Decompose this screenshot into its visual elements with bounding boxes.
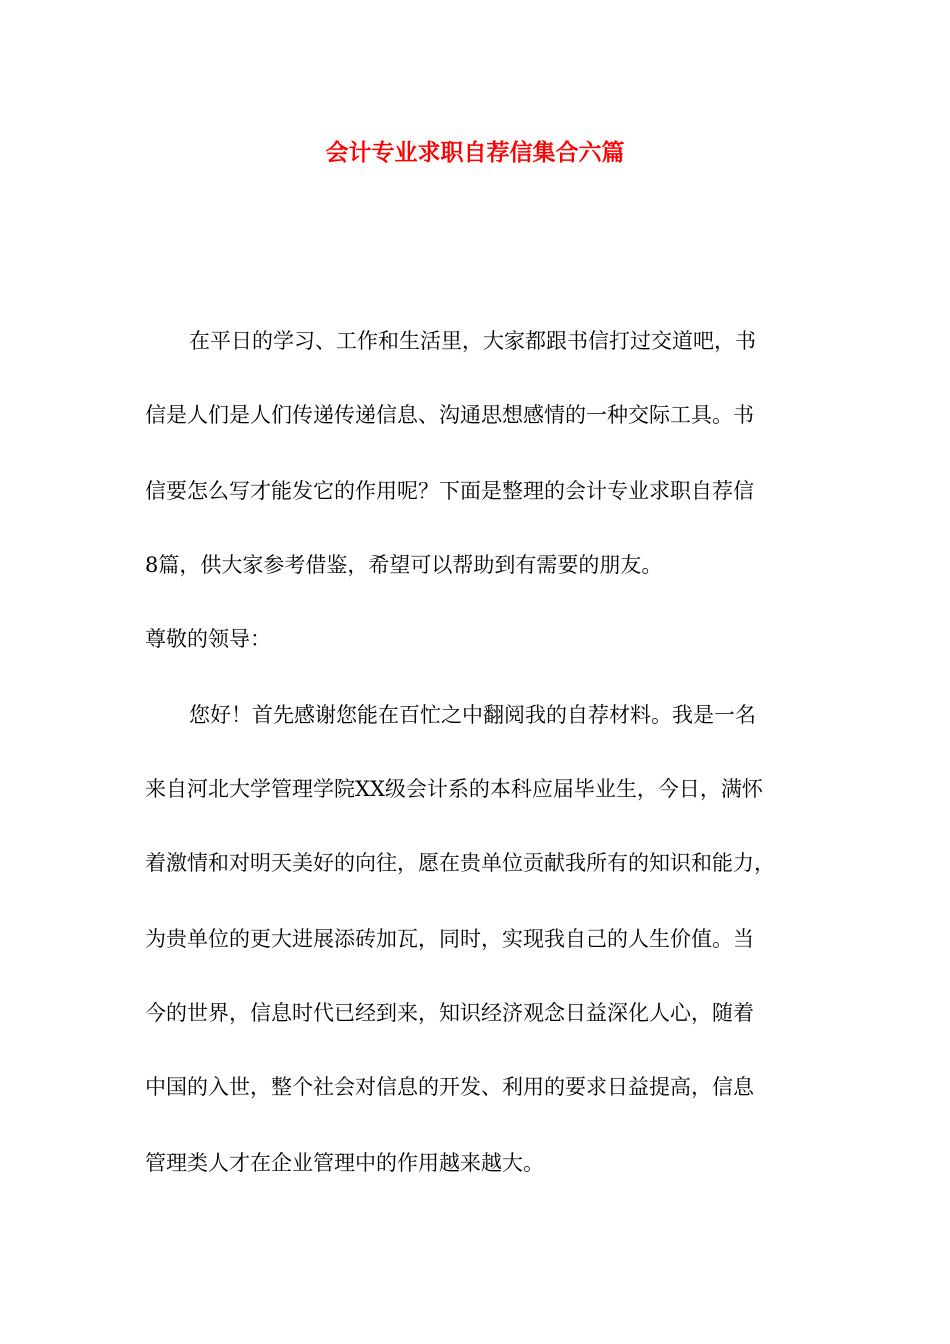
paragraph-line: 信要怎么写才能发它的作用呢？下面是整理的会计专业求职自荐信 [145,479,754,503]
paragraph-line: 今的世界，信息时代已经到来，知识经济观念日益深化人心，随着 [145,1001,754,1025]
paragraph-line: 信是人们是人们传递传递信息、沟通思想感情的一种交际工具。书 [145,403,754,427]
paragraph-line: 8篇，供大家参考借鉴，希望可以帮助到有需要的朋友。 [145,553,663,577]
paragraph-line: 来自河北大学管理学院XX级会计系的本科应届毕业生，今日，满怀 [145,777,763,801]
paragraph-line: 着激情和对明天美好的向往，愿在贵单位贡献我所有的知识和能力， [145,851,775,875]
paragraph-line: 中国的入世，整个社会对信息的开发、利用的要求日益提高，信息 [145,1075,754,1099]
paragraph-line: 为贵单位的更大进展添砖加瓦，同时，实现我自己的人生价值。当 [145,927,754,951]
paragraph-line: 在平日的学习、工作和生活里，大家都跟书信打过交道吧，书 [189,329,756,353]
paragraph-line: 管理类人才在企业管理中的作用越来越大。 [145,1151,544,1175]
document-title: 会计专业求职自荐信集合六篇 [325,139,625,166]
paragraph-line: 您好！首先感谢您能在百忙之中翻阅我的自荐材料。我是一名 [189,703,756,727]
salutation: 尊敬的领导： [145,627,271,651]
